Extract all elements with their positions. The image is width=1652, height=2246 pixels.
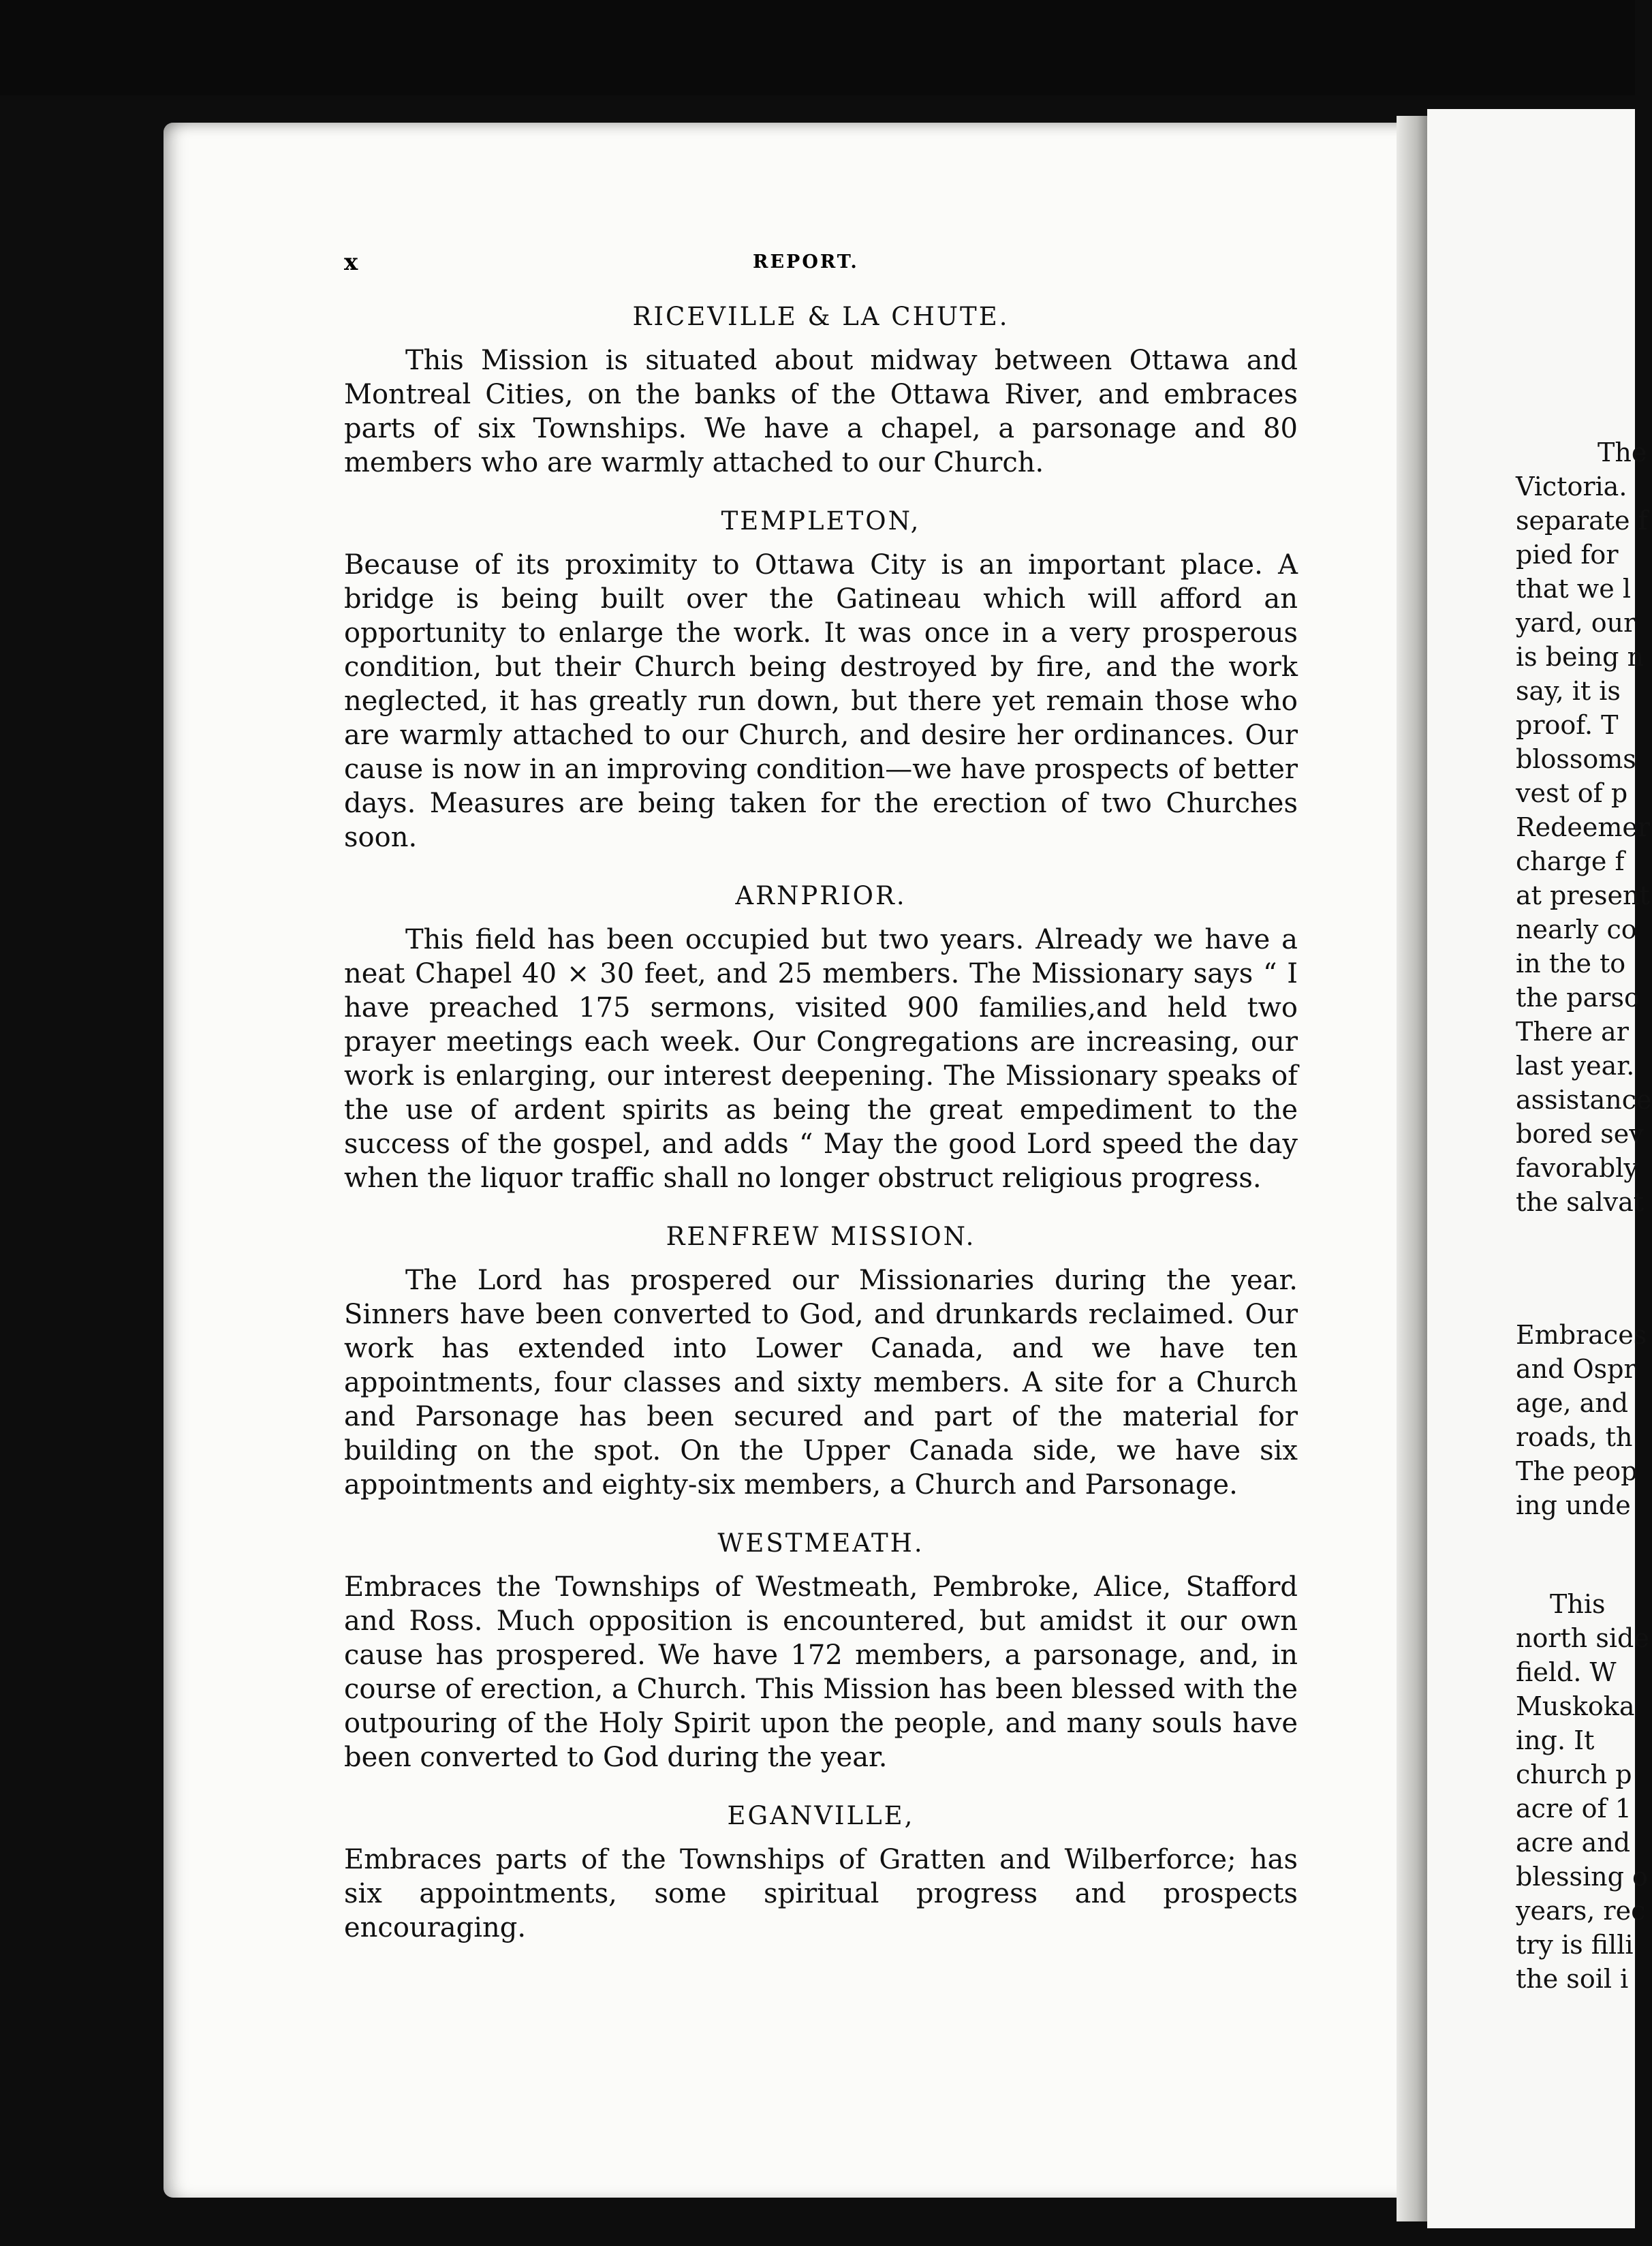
facing-page-line: field. W	[1516, 1657, 1617, 1687]
facing-page-line: Victoria.	[1516, 472, 1627, 502]
facing-page-line: vest of p	[1516, 778, 1628, 808]
facing-page-line: This	[1550, 1589, 1606, 1619]
facing-page-line: roads, th	[1516, 1422, 1633, 1452]
section-riceville	[344, 300, 1298, 480]
section-paragraph: Embraces the Townships of Westmeath, Pembroke, Alice, Stafford and Ross. Much opposition is encountered, but amidst it our own cause has prospered. We have 172 members, a parsonage, and, in course of erection, a Church. This Mission has been blessed with the outpouring of the Holy Spirit upon the people, and many souls have been converted to God during the year.	[344, 1571, 1298, 1773]
facing-page-line: pied for	[1516, 540, 1619, 570]
section-eganville	[344, 1799, 1298, 1945]
facing-page-line: Muskoka	[1516, 1691, 1635, 1721]
page-body	[344, 300, 1298, 1969]
section-heading: EGANVILLE,	[727, 1801, 915, 1830]
section-heading: TEMPLETON,	[721, 506, 921, 536]
facing-page-line: years, rec	[1516, 1896, 1646, 1926]
section-paragraph: The Lord has prospered our Missionaries during the year. Sinners have been converted to God, and drunkards reclaimed. Our work has extended into Lower Canada, and we have ten appointments, four classes and sixty members. A site for a Church and Parsonage has been secured and part of the material for building on the spot. On the Upper Canada side, we have six appointments and eighty-six members, a Church and Parsonage.	[344, 1265, 1298, 1501]
facing-page-line: Embraces	[1516, 1320, 1647, 1350]
facing-page-line: ing unde	[1516, 1490, 1631, 1520]
facing-page-line: that we l	[1516, 574, 1631, 604]
facing-page-line: favorably	[1516, 1153, 1638, 1183]
facing-page-line: in the to	[1516, 949, 1626, 979]
facing-page-line: say, it is	[1516, 676, 1621, 706]
facing-page-line: north side	[1516, 1623, 1649, 1653]
facing-page-line: at present	[1516, 880, 1650, 910]
page-number: x	[344, 249, 360, 276]
section-paragraph: This field has been occupied but two years. Already we have a neat Chapel 40 × 30 feet, and 25 members. The Missionary says “ I have preached 175 sermons, visited 900 families,and held two prayer meetings each week. Our Congregations are increasing, our work is enlarging, our interest deepening. The Missionary speaks of the use of ardent spirits as being the great empediment to the success of the gospel, and adds “ May the good Lord speed the day when the liquor traffic shall no longer obstruct religious progress.	[344, 924, 1298, 1194]
facing-page-line: charge f	[1516, 846, 1625, 876]
section-westmeath	[344, 1526, 1298, 1774]
facing-page-line: proof. T	[1516, 710, 1619, 740]
section-paragraph: Embraces parts of the Townships of Gratten and Wilberforce; has six appointments, some spiritual progress and prospects encouraging.	[344, 1844, 1298, 1943]
facing-page-line: separate f	[1516, 506, 1648, 536]
facing-page-line: and Ospr	[1516, 1354, 1636, 1384]
section-heading: RENFREW MISSION.	[666, 1222, 976, 1251]
facing-page-line: blessing o	[1516, 1862, 1648, 1892]
section-paragraph: This Mission is situated about midway between Ottawa and Montreal Cities, on the banks of the Ottawa River, and embraces parts of six Townships. We have a chapel, a parsonage and 80 members who are warmly attached to our Church.	[344, 345, 1298, 478]
section-templeton	[344, 504, 1298, 855]
facing-page-line: assistance	[1516, 1085, 1652, 1115]
facing-page-line: yard, our	[1516, 608, 1636, 638]
facing-page-line: last year.	[1516, 1051, 1635, 1081]
facing-page-line: ing. It	[1516, 1725, 1595, 1755]
facing-page-line: There ar	[1516, 1017, 1629, 1047]
facing-page-line: nearly co	[1516, 914, 1637, 944]
facing-page-line: The	[1598, 437, 1647, 467]
facing-page-line: is being n	[1516, 642, 1645, 672]
facing-page-line: blossoms	[1516, 744, 1636, 774]
facing-page-line: church p	[1516, 1759, 1632, 1789]
facing-page-line: the salvat	[1516, 1187, 1645, 1217]
section-heading: ARNPRIOR.	[735, 881, 907, 910]
section-arnprior	[344, 879, 1298, 1195]
facing-page-line: Redeemer	[1516, 812, 1651, 842]
section-heading: RICEVILLE & LA CHUTE.	[632, 302, 1010, 331]
facing-page-line: the soil i	[1516, 1964, 1629, 1994]
facing-page-line: age, and	[1516, 1388, 1629, 1418]
scan-border	[0, 0, 1635, 95]
facing-page-line: the parso	[1516, 983, 1640, 1013]
section-heading: WESTMEATH.	[717, 1528, 924, 1558]
section-renfrew	[344, 1220, 1298, 1502]
section-paragraph: Because of its proximity to Ottawa City is an important place. A bridge is being built over the Gatineau which will afford an opportunity to enlarge the work. It was once in a very prosperous condition, but their Church being destroyed by fire, and the work neglected, it has greatly run down, but there yet remain those who are warmly attached to our Church, and desire her ordinances. Our cause is now in an improving condition—we have prospects of better days. Measures are being taken for the erection of two Churches soon.	[344, 549, 1298, 853]
facing-page-line: bored sev	[1516, 1119, 1644, 1149]
facing-page-line: try is filli	[1516, 1930, 1634, 1960]
facing-page-line: The peop	[1516, 1456, 1638, 1486]
facing-page-line: acre of 1	[1516, 1794, 1632, 1824]
facing-page-line: acre and	[1516, 1828, 1631, 1858]
running-head: REPORT.	[753, 251, 859, 273]
page-header	[344, 249, 1298, 283]
